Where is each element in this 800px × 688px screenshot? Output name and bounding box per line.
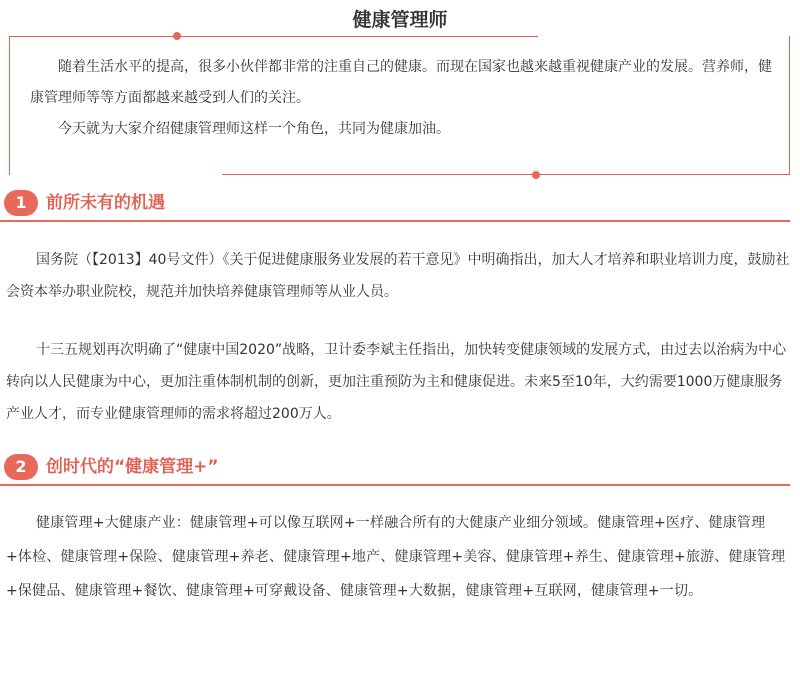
section-title: 前所未有的机遇 [46,193,165,213]
section-divider [0,220,790,222]
section-number-badge: 1 [4,190,38,216]
intro-paragraph-1: 随着生活水平的提高，很多小伙伴都非常的注重自己的健康。而现在国家也越来越重视健康产业的发展。营养师，健康管理师等等方面都越来越受到人们的关注。 [30,59,772,106]
section-divider [0,484,790,486]
section-heading-health-management-plus [0,452,790,486]
section-title: 创时代的“健康管理+” [46,457,219,477]
page-title: 健康管理师 [352,9,448,31]
intro-paragraph-2: 今天就为大家介绍健康管理师这样一个角色，共同为健康加油。 [58,121,450,137]
frame-dot-bottom [532,171,540,179]
section-1-paragraph-1 [6,244,790,308]
section-2-paragraph-1 [6,506,790,608]
section-1-paragraph-2 [6,334,790,430]
frame-dot-top [173,32,181,40]
paragraph-text: 国务院（【2013】40号文件）《关于促进健康服务业发展的若干意见》中明确指出，加大人才培养和职业培训力度，鼓励社会资本举办职业院校，规范并加快培养健康管理师等从业人员。 [6,252,790,300]
section-number-badge: 2 [4,454,38,480]
paragraph-text: 健康管理+大健康产业：健康管理+可以像互联网+一样融合所有的大健康产业细分领域。健康管理+医疗、健康管理+体检、健康管理+保险、健康管理+养老、健康管理+地产、健康管理+美容、健康管理+养生、健康管理+旅游、健康管理+保健品、健康管理+餐饮、健康管理+可穿戴设备、健康管理+大数据，健康管理+互联网，健康管理+一切。 [6,515,786,599]
intro-text [30,52,775,145]
paragraph-text: 十三五规划再次明确了“健康中国2020”战略，卫计委李斌主任指出，加快转变健康领域的发展方式，由过去以治病为中心转向以人民健康为中心，更加注重体制机制的创新，更加注重预防为主和健康促进。未来5至10年，大约需要1000万健康服务产业人才，而专业健康管理师的需求将超过200万人。 [6,342,787,422]
section-heading-opportunity [0,188,790,222]
